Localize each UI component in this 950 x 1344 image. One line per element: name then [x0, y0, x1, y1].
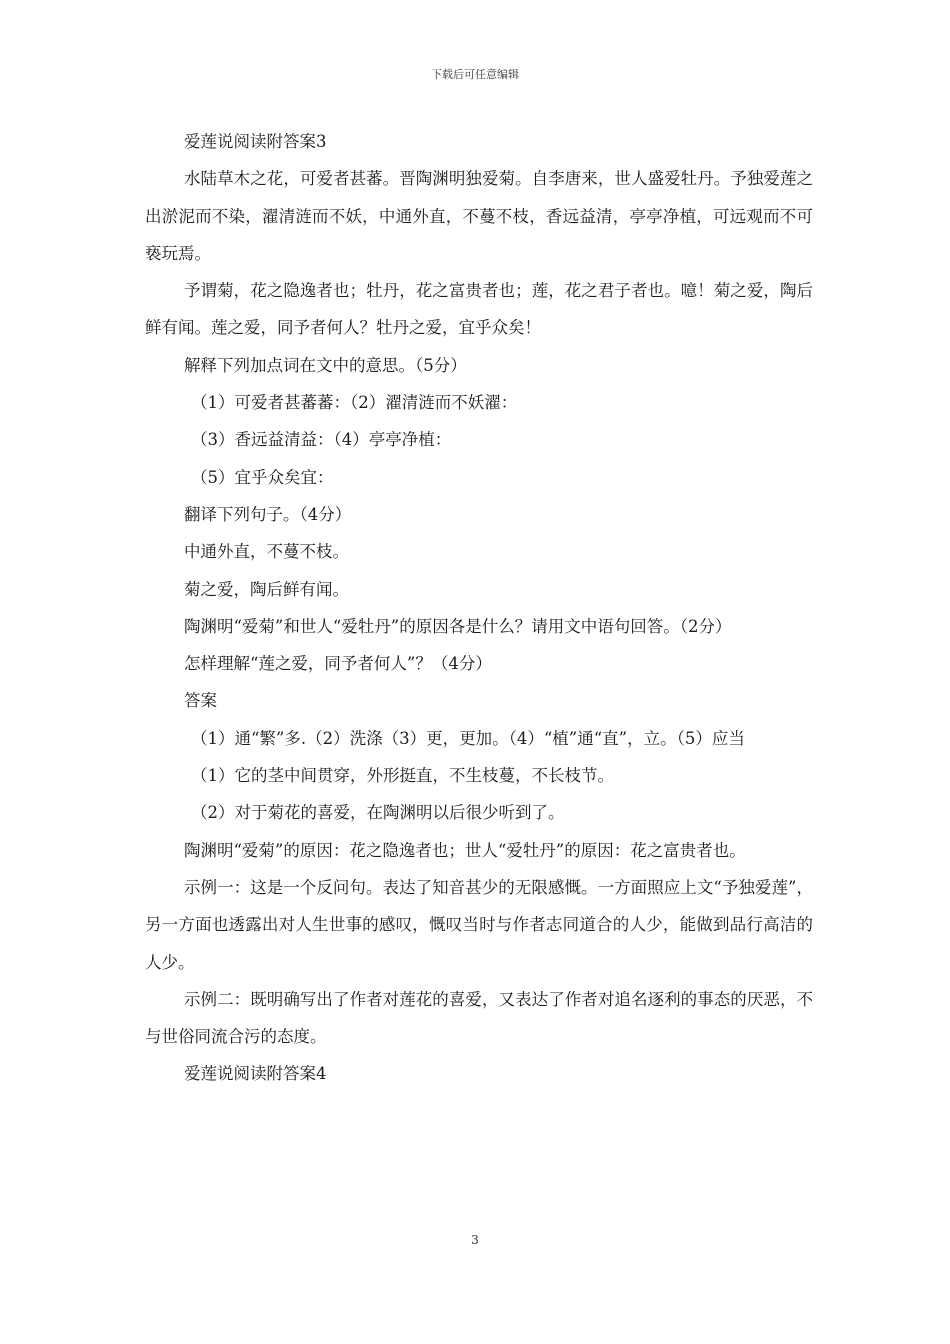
- answer-heading: 答案: [184, 691, 217, 711]
- answer-item: 示例一：这是一个反问句。表达了知音甚少的无限感慨。一方面照应上文“予独爱莲”，另一方面也透露出对人生世事的感叹，慨叹当时与作者志同道合的人少，能做到品行高洁的人少。: [145, 877, 813, 972]
- question: 解释下列加点词在文中的意思。（5分）: [184, 355, 467, 375]
- answer-item: 陶渊明“爱菊”的原因：花之隐逸者也；世人“爱牡丹”的原因：花之富贵者也。: [184, 840, 746, 860]
- section-title: 爱莲说阅读附答案3: [184, 132, 327, 151]
- question-item: 菊之爱，陶后鲜有闻。: [184, 579, 349, 599]
- section-title: 爱莲说阅读附答案4: [184, 1064, 327, 1084]
- page-number: 3: [471, 1233, 479, 1247]
- answer-item: 示例二：既明确写出了作者对莲花的喜爱，又表达了作者对追名逐利的事态的厌恶，不与世俗同流合污的态度。: [145, 989, 813, 1047]
- question-item: 中通外直，不蔓不枝。: [184, 542, 349, 562]
- question-item: （1）可爱者甚蕃蕃：（2）濯清涟而不妖濯：: [191, 393, 518, 413]
- page-header: 下载后可任意编辑: [431, 68, 519, 81]
- question-item: （5）宜乎众矣宜：: [191, 467, 334, 487]
- answer-item: （1）它的茎中间贯穿，外形挺直，不生枝蔓，不长枝节。: [191, 766, 614, 786]
- paragraph: 水陆草木之花，可爱者甚蕃。晋陶渊明独爱菊。自李唐来，世人盛爱牡丹。予独爱莲之出淤泥而不染，濯清涟而不妖，中通外直，不蔓不枝，香远益清，亭亭净植，可远观而不可亵玩焉。: [145, 169, 813, 263]
- document-body: [145, 123, 813, 1093]
- answer-item: （1）通“繁”多.（2）洗涤（3）更，更加。（4）“植”通“直”，立。（5）应当: [191, 728, 745, 748]
- question: 翻译下列句子。（4分）: [184, 504, 352, 524]
- question-item: （3）香远益清益：（4）亭亭净植：: [191, 430, 452, 450]
- question: 陶渊明“爱菊”和世人“爱牡丹”的原因各是什么？请用文中语句回答。（2分）: [184, 616, 732, 636]
- question: 怎样理解“莲之爱，同予者何人”？（4分）: [184, 654, 492, 674]
- answer-item: （2）对于菊花的喜爱，在陶渊明以后很少听到了。: [191, 803, 565, 823]
- paragraph: 予谓菊，花之隐逸者也；牡丹，花之富贵者也；莲，花之君子者也。噫！菊之爱，陶后鲜有闻。莲之爱，同予者何人？牡丹之爱，宜乎众矣！: [145, 281, 813, 338]
